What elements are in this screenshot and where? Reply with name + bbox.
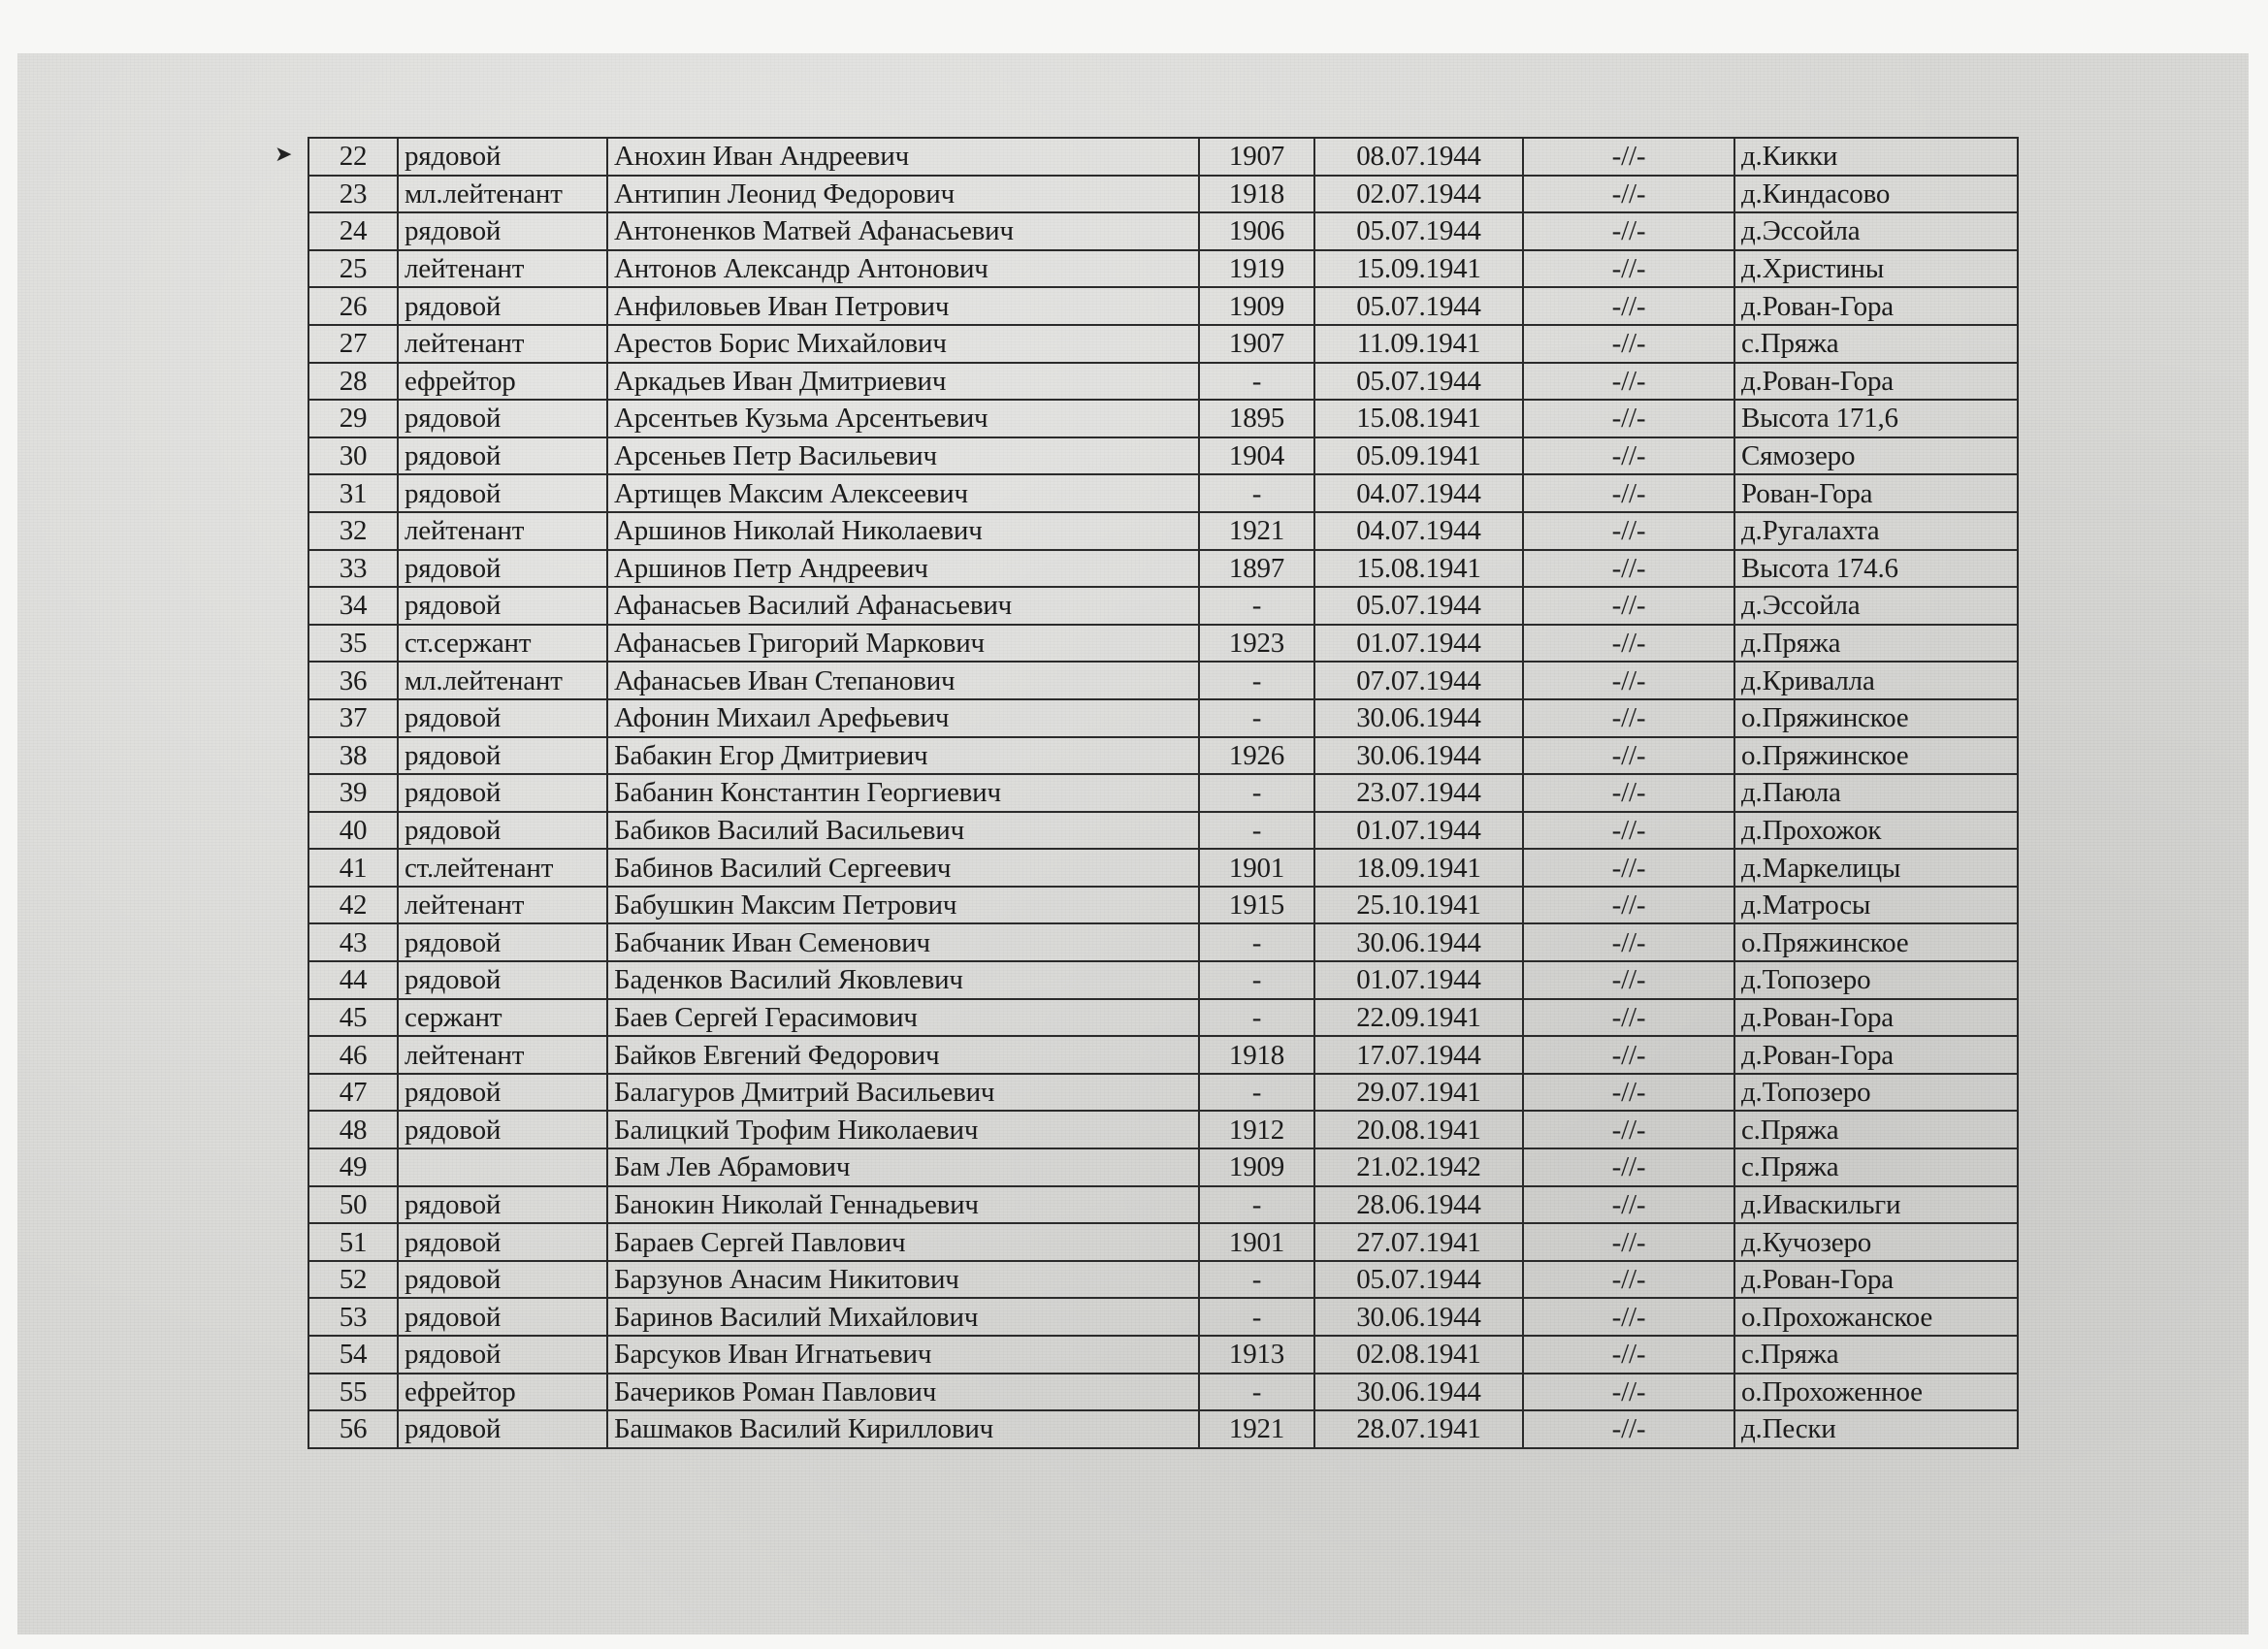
military-rank-cell: рядовой bbox=[398, 1186, 607, 1224]
table-row bbox=[308, 325, 2018, 363]
military-rank-cell: сержант bbox=[398, 999, 607, 1037]
table-row bbox=[308, 1336, 2018, 1374]
table-row bbox=[308, 1261, 2018, 1299]
full-name-cell: Байков Евгений Федорович bbox=[607, 1036, 1199, 1074]
table-row bbox=[308, 1148, 2018, 1186]
death-date-cell: 01.07.1944 bbox=[1314, 625, 1523, 663]
burial-place-cell: Высота 171,6 bbox=[1734, 400, 2018, 437]
death-date-cell: 04.07.1944 bbox=[1314, 474, 1523, 512]
ditto-mark-cell: -//- bbox=[1523, 138, 1734, 176]
table-row bbox=[308, 812, 2018, 850]
ditto-mark-cell: -//- bbox=[1523, 774, 1734, 812]
burial-place-cell: д.Топозеро bbox=[1734, 1074, 2018, 1112]
death-date-cell: 15.08.1941 bbox=[1314, 400, 1523, 437]
burial-place-cell: д.Маркелицы bbox=[1734, 849, 2018, 887]
death-date-cell: 30.06.1944 bbox=[1314, 699, 1523, 737]
military-rank-cell: рядовой bbox=[398, 138, 607, 176]
death-date-cell: 05.07.1944 bbox=[1314, 587, 1523, 625]
ditto-mark-cell: -//- bbox=[1523, 512, 1734, 550]
full-name-cell: Бараев Сергей Павлович bbox=[607, 1223, 1199, 1261]
ditto-mark-cell: -//- bbox=[1523, 550, 1734, 588]
burial-place-cell: Рован-Гора bbox=[1734, 474, 2018, 512]
ditto-mark-cell: -//- bbox=[1523, 1223, 1734, 1261]
full-name-cell: Бам Лев Абрамович bbox=[607, 1148, 1199, 1186]
table-row bbox=[308, 176, 2018, 213]
death-date-cell: 04.07.1944 bbox=[1314, 512, 1523, 550]
military-rank-cell: ефрейтор bbox=[398, 1374, 607, 1411]
full-name-cell: Афанасьев Василий Афанасьевич bbox=[607, 587, 1199, 625]
row-number-cell: 23 bbox=[308, 176, 398, 213]
ditto-mark-cell: -//- bbox=[1523, 961, 1734, 999]
full-name-cell: Арестов Борис Михайлович bbox=[607, 325, 1199, 363]
death-date-cell: 30.06.1944 bbox=[1314, 923, 1523, 961]
row-number-cell: 45 bbox=[308, 999, 398, 1037]
death-date-cell: 05.09.1941 bbox=[1314, 437, 1523, 475]
birth-year-cell: 1919 bbox=[1199, 250, 1314, 288]
table-row bbox=[308, 1111, 2018, 1148]
ditto-mark-cell: -//- bbox=[1523, 662, 1734, 699]
death-date-cell: 30.06.1944 bbox=[1314, 737, 1523, 775]
full-name-cell: Бабинов Василий Сергеевич bbox=[607, 849, 1199, 887]
table-row bbox=[308, 625, 2018, 663]
full-name-cell: Анфиловьев Иван Петрович bbox=[607, 287, 1199, 325]
table-row bbox=[308, 737, 2018, 775]
military-rank-cell: рядовой bbox=[398, 587, 607, 625]
military-rank-cell: ст.лейтенант bbox=[398, 849, 607, 887]
ditto-mark-cell: -//- bbox=[1523, 1261, 1734, 1299]
full-name-cell: Артищев Максим Алексеевич bbox=[607, 474, 1199, 512]
ditto-mark-cell: -//- bbox=[1523, 737, 1734, 775]
row-number-cell: 53 bbox=[308, 1298, 398, 1336]
full-name-cell: Бабиков Василий Васильевич bbox=[607, 812, 1199, 850]
row-number-cell: 44 bbox=[308, 961, 398, 999]
birth-year-cell: 1907 bbox=[1199, 138, 1314, 176]
ditto-mark-cell: -//- bbox=[1523, 1336, 1734, 1374]
death-date-cell: 21.02.1942 bbox=[1314, 1148, 1523, 1186]
ditto-mark-cell: -//- bbox=[1523, 363, 1734, 401]
burial-place-cell: с.Пряжа bbox=[1734, 325, 2018, 363]
birth-year-cell: - bbox=[1199, 1074, 1314, 1112]
row-number-cell: 42 bbox=[308, 887, 398, 924]
burial-place-cell: д.Рован-Гора bbox=[1734, 1261, 2018, 1299]
full-name-cell: Баденков Василий Яковлевич bbox=[607, 961, 1199, 999]
burial-place-cell: д.Рован-Гора bbox=[1734, 999, 2018, 1037]
ditto-mark-cell: -//- bbox=[1523, 1148, 1734, 1186]
ditto-mark-cell: -//- bbox=[1523, 812, 1734, 850]
birth-year-cell: 1921 bbox=[1199, 512, 1314, 550]
row-number-cell: 38 bbox=[308, 737, 398, 775]
military-rank-cell: рядовой bbox=[398, 961, 607, 999]
row-number-cell: 22 bbox=[308, 138, 398, 176]
burial-place-cell: о.Прохожанское bbox=[1734, 1298, 2018, 1336]
burial-place-cell: д.Прохожок bbox=[1734, 812, 2018, 850]
row-number-cell: 39 bbox=[308, 774, 398, 812]
row-number-cell: 54 bbox=[308, 1336, 398, 1374]
row-number-cell: 25 bbox=[308, 250, 398, 288]
birth-year-cell: 1921 bbox=[1199, 1410, 1314, 1448]
military-rank-cell: лейтенант bbox=[398, 887, 607, 924]
birth-year-cell: 1897 bbox=[1199, 550, 1314, 588]
military-rank-cell: рядовой bbox=[398, 1410, 607, 1448]
death-date-cell: 07.07.1944 bbox=[1314, 662, 1523, 699]
table-row bbox=[308, 138, 2018, 176]
full-name-cell: Аркадьев Иван Дмитриевич bbox=[607, 363, 1199, 401]
row-number-cell: 52 bbox=[308, 1261, 398, 1299]
birth-year-cell: - bbox=[1199, 774, 1314, 812]
military-rank-cell: рядовой bbox=[398, 437, 607, 475]
register-body bbox=[308, 138, 2018, 1448]
military-rank-cell: рядовой bbox=[398, 774, 607, 812]
full-name-cell: Аршинов Николай Николаевич bbox=[607, 512, 1199, 550]
full-name-cell: Афанасьев Иван Степанович bbox=[607, 662, 1199, 699]
row-number-cell: 51 bbox=[308, 1223, 398, 1261]
burial-place-cell: д.Эссойла bbox=[1734, 212, 2018, 250]
ditto-mark-cell: -//- bbox=[1523, 699, 1734, 737]
full-name-cell: Арсентьев Кузьма Арсентьевич bbox=[607, 400, 1199, 437]
death-date-cell: 29.07.1941 bbox=[1314, 1074, 1523, 1112]
table-row bbox=[308, 1186, 2018, 1224]
burial-place-cell: о.Пряжинское bbox=[1734, 737, 2018, 775]
table-row bbox=[308, 363, 2018, 401]
death-date-cell: 01.07.1944 bbox=[1314, 812, 1523, 850]
birth-year-cell: - bbox=[1199, 1298, 1314, 1336]
death-date-cell: 15.08.1941 bbox=[1314, 550, 1523, 588]
ditto-mark-cell: -//- bbox=[1523, 887, 1734, 924]
death-date-cell: 20.08.1941 bbox=[1314, 1111, 1523, 1148]
ditto-mark-cell: -//- bbox=[1523, 923, 1734, 961]
row-number-cell: 37 bbox=[308, 699, 398, 737]
birth-year-cell: 1904 bbox=[1199, 437, 1314, 475]
ditto-mark-cell: -//- bbox=[1523, 587, 1734, 625]
row-number-cell: 47 bbox=[308, 1074, 398, 1112]
full-name-cell: Башмаков Василий Кириллович bbox=[607, 1410, 1199, 1448]
death-date-cell: 08.07.1944 bbox=[1314, 138, 1523, 176]
military-rank-cell: рядовой bbox=[398, 1111, 607, 1148]
burial-place-cell: с.Пряжа bbox=[1734, 1148, 2018, 1186]
death-date-cell: 05.07.1944 bbox=[1314, 212, 1523, 250]
ditto-mark-cell: -//- bbox=[1523, 1111, 1734, 1148]
birth-year-cell: 1913 bbox=[1199, 1336, 1314, 1374]
table-row bbox=[308, 287, 2018, 325]
birth-year-cell: 1909 bbox=[1199, 287, 1314, 325]
military-rank-cell: рядовой bbox=[398, 1223, 607, 1261]
ditto-mark-cell: -//- bbox=[1523, 250, 1734, 288]
military-rank-cell: рядовой bbox=[398, 400, 607, 437]
burial-place-cell: д.Рован-Гора bbox=[1734, 287, 2018, 325]
burial-place-cell: Сямозеро bbox=[1734, 437, 2018, 475]
military-rank-cell: лейтенант bbox=[398, 512, 607, 550]
burial-place-cell: Высота 174.6 bbox=[1734, 550, 2018, 588]
row-number-cell: 30 bbox=[308, 437, 398, 475]
ditto-mark-cell: -//- bbox=[1523, 400, 1734, 437]
table-row bbox=[308, 774, 2018, 812]
table-row bbox=[308, 474, 2018, 512]
death-date-cell: 23.07.1944 bbox=[1314, 774, 1523, 812]
row-number-cell: 46 bbox=[308, 1036, 398, 1074]
burial-place-cell: о.Прохоженное bbox=[1734, 1374, 2018, 1411]
birth-year-cell: - bbox=[1199, 999, 1314, 1037]
full-name-cell: Арсеньев Петр Васильевич bbox=[607, 437, 1199, 475]
row-number-cell: 27 bbox=[308, 325, 398, 363]
full-name-cell: Барзунов Анасим Никитович bbox=[607, 1261, 1199, 1299]
row-number-cell: 28 bbox=[308, 363, 398, 401]
margin-arrow-mark: ➤ bbox=[275, 142, 293, 166]
death-date-cell: 15.09.1941 bbox=[1314, 250, 1523, 288]
burial-place-cell: д.Матросы bbox=[1734, 887, 2018, 924]
full-name-cell: Антонов Александр Антонович bbox=[607, 250, 1199, 288]
ditto-mark-cell: -//- bbox=[1523, 1186, 1734, 1224]
ditto-mark-cell: -//- bbox=[1523, 287, 1734, 325]
table-row bbox=[308, 437, 2018, 475]
row-number-cell: 56 bbox=[308, 1410, 398, 1448]
death-date-cell: 05.07.1944 bbox=[1314, 287, 1523, 325]
table-row bbox=[308, 512, 2018, 550]
row-number-cell: 55 bbox=[308, 1374, 398, 1411]
table-row bbox=[308, 923, 2018, 961]
table-row bbox=[308, 250, 2018, 288]
table-row bbox=[308, 400, 2018, 437]
burial-place-cell: о.Пряжинское bbox=[1734, 699, 2018, 737]
ditto-mark-cell: -//- bbox=[1523, 474, 1734, 512]
row-number-cell: 50 bbox=[308, 1186, 398, 1224]
full-name-cell: Балицкий Трофим Николаевич bbox=[607, 1111, 1199, 1148]
burial-place-cell: д.Киндасово bbox=[1734, 176, 2018, 213]
death-date-cell: 18.09.1941 bbox=[1314, 849, 1523, 887]
burial-place-cell: с.Пряжа bbox=[1734, 1336, 2018, 1374]
death-date-cell: 02.08.1941 bbox=[1314, 1336, 1523, 1374]
ditto-mark-cell: -//- bbox=[1523, 1410, 1734, 1448]
military-rank-cell: рядовой bbox=[398, 923, 607, 961]
table-row bbox=[308, 887, 2018, 924]
burial-register-table bbox=[308, 137, 2019, 1449]
ditto-mark-cell: -//- bbox=[1523, 625, 1734, 663]
table-row bbox=[308, 849, 2018, 887]
death-date-cell: 25.10.1941 bbox=[1314, 887, 1523, 924]
row-number-cell: 34 bbox=[308, 587, 398, 625]
burial-place-cell: д.Иваскильги bbox=[1734, 1186, 2018, 1224]
burial-place-cell: д.Топозеро bbox=[1734, 961, 2018, 999]
row-number-cell: 36 bbox=[308, 662, 398, 699]
military-rank-cell: рядовой bbox=[398, 550, 607, 588]
death-date-cell: 11.09.1941 bbox=[1314, 325, 1523, 363]
birth-year-cell: 1926 bbox=[1199, 737, 1314, 775]
military-rank-cell: рядовой bbox=[398, 737, 607, 775]
death-date-cell: 30.06.1944 bbox=[1314, 1374, 1523, 1411]
military-rank-cell bbox=[398, 1148, 607, 1186]
table-row bbox=[308, 999, 2018, 1037]
burial-place-cell: д.Пряжа bbox=[1734, 625, 2018, 663]
birth-year-cell: 1907 bbox=[1199, 325, 1314, 363]
military-rank-cell: рядовой bbox=[398, 699, 607, 737]
military-rank-cell: ефрейтор bbox=[398, 363, 607, 401]
birth-year-cell: - bbox=[1199, 662, 1314, 699]
full-name-cell: Бабакин Егор Дмитриевич bbox=[607, 737, 1199, 775]
death-date-cell: 05.07.1944 bbox=[1314, 1261, 1523, 1299]
row-number-cell: 31 bbox=[308, 474, 398, 512]
birth-year-cell: - bbox=[1199, 587, 1314, 625]
burial-place-cell: о.Пряжинское bbox=[1734, 923, 2018, 961]
birth-year-cell: - bbox=[1199, 961, 1314, 999]
birth-year-cell: 1918 bbox=[1199, 176, 1314, 213]
full-name-cell: Бабанин Константин Георгиевич bbox=[607, 774, 1199, 812]
burial-place-cell: д.Кикки bbox=[1734, 138, 2018, 176]
death-date-cell: 30.06.1944 bbox=[1314, 1298, 1523, 1336]
burial-place-cell: д.Христины bbox=[1734, 250, 2018, 288]
ditto-mark-cell: -//- bbox=[1523, 325, 1734, 363]
table-row bbox=[308, 961, 2018, 999]
burial-place-cell: д.Эссойла bbox=[1734, 587, 2018, 625]
burial-place-cell: д.Пески bbox=[1734, 1410, 2018, 1448]
table-row bbox=[308, 1036, 2018, 1074]
full-name-cell: Банокин Николай Геннадьевич bbox=[607, 1186, 1199, 1224]
table-row bbox=[308, 550, 2018, 588]
row-number-cell: 26 bbox=[308, 287, 398, 325]
birth-year-cell: - bbox=[1199, 474, 1314, 512]
ditto-mark-cell: -//- bbox=[1523, 437, 1734, 475]
table-row bbox=[308, 699, 2018, 737]
row-number-cell: 48 bbox=[308, 1111, 398, 1148]
full-name-cell: Бачериков Роман Павлович bbox=[607, 1374, 1199, 1411]
row-number-cell: 29 bbox=[308, 400, 398, 437]
birth-year-cell: 1923 bbox=[1199, 625, 1314, 663]
full-name-cell: Балагуров Дмитрий Васильевич bbox=[607, 1074, 1199, 1112]
birth-year-cell: - bbox=[1199, 699, 1314, 737]
birth-year-cell: - bbox=[1199, 923, 1314, 961]
birth-year-cell: 1915 bbox=[1199, 887, 1314, 924]
table-row bbox=[308, 1074, 2018, 1112]
military-rank-cell: рядовой bbox=[398, 812, 607, 850]
full-name-cell: Аршинов Петр Андреевич bbox=[607, 550, 1199, 588]
burial-place-cell: д.Кучозеро bbox=[1734, 1223, 2018, 1261]
death-date-cell: 01.07.1944 bbox=[1314, 961, 1523, 999]
ditto-mark-cell: -//- bbox=[1523, 176, 1734, 213]
military-rank-cell: рядовой bbox=[398, 1261, 607, 1299]
birth-year-cell: - bbox=[1199, 1374, 1314, 1411]
burial-place-cell: д.Рован-Гора bbox=[1734, 1036, 2018, 1074]
full-name-cell: Антипин Леонид Федорович bbox=[607, 176, 1199, 213]
death-date-cell: 02.07.1944 bbox=[1314, 176, 1523, 213]
ditto-mark-cell: -//- bbox=[1523, 1036, 1734, 1074]
table-row bbox=[308, 1298, 2018, 1336]
military-rank-cell: рядовой bbox=[398, 1298, 607, 1336]
birth-year-cell: 1901 bbox=[1199, 849, 1314, 887]
birth-year-cell: 1909 bbox=[1199, 1148, 1314, 1186]
birth-year-cell: - bbox=[1199, 1186, 1314, 1224]
full-name-cell: Антоненков Матвей Афанасьевич bbox=[607, 212, 1199, 250]
burial-place-cell: д.Паюла bbox=[1734, 774, 2018, 812]
death-date-cell: 05.07.1944 bbox=[1314, 363, 1523, 401]
birth-year-cell: - bbox=[1199, 812, 1314, 850]
table-row bbox=[308, 1410, 2018, 1448]
full-name-cell: Анохин Иван Андреевич bbox=[607, 138, 1199, 176]
ditto-mark-cell: -//- bbox=[1523, 1298, 1734, 1336]
death-date-cell: 17.07.1944 bbox=[1314, 1036, 1523, 1074]
ditto-mark-cell: -//- bbox=[1523, 999, 1734, 1037]
full-name-cell: Баев Сергей Герасимович bbox=[607, 999, 1199, 1037]
row-number-cell: 41 bbox=[308, 849, 398, 887]
full-name-cell: Афанасьев Григорий Маркович bbox=[607, 625, 1199, 663]
birth-year-cell: 1906 bbox=[1199, 212, 1314, 250]
row-number-cell: 43 bbox=[308, 923, 398, 961]
ditto-mark-cell: -//- bbox=[1523, 1074, 1734, 1112]
birth-year-cell: 1912 bbox=[1199, 1111, 1314, 1148]
row-number-cell: 33 bbox=[308, 550, 398, 588]
military-rank-cell: рядовой bbox=[398, 1336, 607, 1374]
ditto-mark-cell: -//- bbox=[1523, 212, 1734, 250]
burial-place-cell: д.Рован-Гора bbox=[1734, 363, 2018, 401]
full-name-cell: Баринов Василий Михайлович bbox=[607, 1298, 1199, 1336]
military-rank-cell: мл.лейтенант bbox=[398, 176, 607, 213]
full-name-cell: Барсуков Иван Игнатьевич bbox=[607, 1336, 1199, 1374]
military-rank-cell: лейтенант bbox=[398, 325, 607, 363]
military-rank-cell: ст.сержант bbox=[398, 625, 607, 663]
ditto-mark-cell: -//- bbox=[1523, 1374, 1734, 1411]
burial-place-cell: д.Кривалла bbox=[1734, 662, 2018, 699]
burial-place-cell: д.Ругалахта bbox=[1734, 512, 2018, 550]
military-rank-cell: рядовой bbox=[398, 212, 607, 250]
birth-year-cell: 1895 bbox=[1199, 400, 1314, 437]
birth-year-cell: - bbox=[1199, 363, 1314, 401]
military-rank-cell: лейтенант bbox=[398, 250, 607, 288]
death-date-cell: 28.06.1944 bbox=[1314, 1186, 1523, 1224]
row-number-cell: 35 bbox=[308, 625, 398, 663]
military-rank-cell: рядовой bbox=[398, 1074, 607, 1112]
row-number-cell: 40 bbox=[308, 812, 398, 850]
table-row bbox=[308, 1223, 2018, 1261]
birth-year-cell: 1901 bbox=[1199, 1223, 1314, 1261]
table-row bbox=[308, 662, 2018, 699]
military-rank-cell: рядовой bbox=[398, 474, 607, 512]
military-rank-cell: мл.лейтенант bbox=[398, 662, 607, 699]
birth-year-cell: 1918 bbox=[1199, 1036, 1314, 1074]
table-row bbox=[308, 1374, 2018, 1411]
full-name-cell: Бабушкин Максим Петрович bbox=[607, 887, 1199, 924]
table-row bbox=[308, 587, 2018, 625]
military-rank-cell: лейтенант bbox=[398, 1036, 607, 1074]
death-date-cell: 22.09.1941 bbox=[1314, 999, 1523, 1037]
death-date-cell: 27.07.1941 bbox=[1314, 1223, 1523, 1261]
military-rank-cell: рядовой bbox=[398, 287, 607, 325]
table-row bbox=[308, 212, 2018, 250]
row-number-cell: 49 bbox=[308, 1148, 398, 1186]
birth-year-cell: - bbox=[1199, 1261, 1314, 1299]
full-name-cell: Бабчаник Иван Семенович bbox=[607, 923, 1199, 961]
death-date-cell: 28.07.1941 bbox=[1314, 1410, 1523, 1448]
row-number-cell: 24 bbox=[308, 212, 398, 250]
ditto-mark-cell: -//- bbox=[1523, 849, 1734, 887]
burial-place-cell: с.Пряжа bbox=[1734, 1111, 2018, 1148]
row-number-cell: 32 bbox=[308, 512, 398, 550]
full-name-cell: Афонин Михаил Арефьевич bbox=[607, 699, 1199, 737]
